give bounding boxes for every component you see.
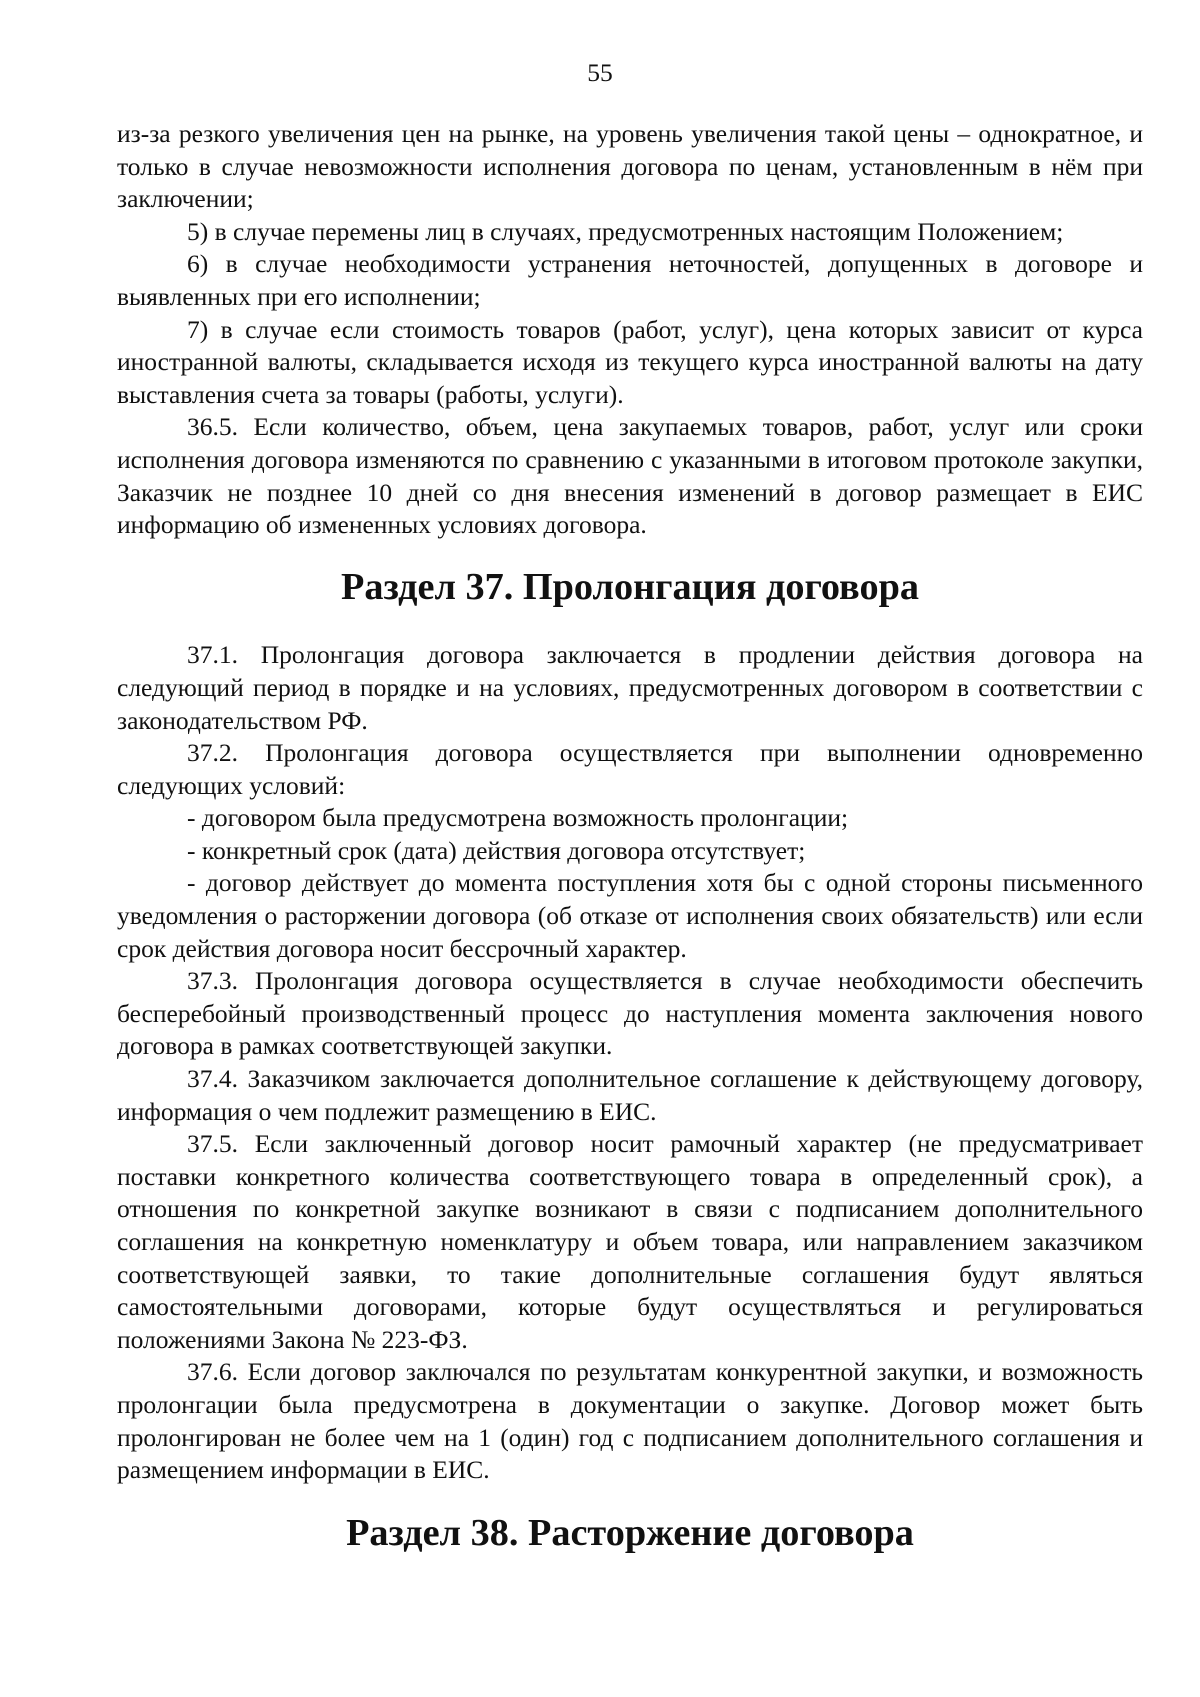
- list-item-condition-2: - конкретный срок (дата) действия договора отсутствует;: [187, 835, 806, 865]
- paragraph-37-5: 37.5. Если заключенный договор носит рамочный характер (не предусматривает поставки конкретного количества соответствующего товара в определенный срок), а отношения по конкретной закупке возникают в связи с подписанием дополнительного соглашения на конкретную номенклатуру и объем товара, или направлением заказчиком соответствующей заявки, то такие дополнительные соглашения будут являться самостоятельными договорами, которые будут осуществляться и регулироваться положениями Закона № 223-ФЗ.: [117, 1129, 1143, 1354]
- list-item-condition-3: - договор действует до момента поступления хотя бы с одной стороны письменного уведомления о расторжении договора (об отказе от исполнения своих обязательств) или если срок действия договора носит бессрочный характер.: [117, 868, 1143, 963]
- paragraph-37-2: 37.2. Пролонгация договора осуществляется при выполнении одновременно следующих условий:: [117, 738, 1143, 800]
- paragraph-36-5: 36.5. Если количество, объем, цена закупаемых товаров, работ, услуг или сроки исполнения договора изменяются по сравнению с указанными в итоговом протоколе закупки, Заказчик не позднее 10 дней со дня внесения изменений в договор размещает в ЕИС информацию об измененных условиях договора.: [117, 412, 1143, 540]
- paragraph-item-5: 5) в случае перемены лиц в случаях, предусмотренных настоящим Положением;: [187, 216, 1064, 246]
- page-number: 55: [587, 58, 613, 87]
- paragraph-item-6: 6) в случае необходимости устранения неточностей, допущенных в договоре и выявленных при его исполнении;: [117, 249, 1143, 311]
- page-content: [117, 118, 1143, 1554]
- list-item-condition-1: - договором была предусмотрена возможность пролонгации;: [187, 803, 849, 833]
- paragraph-37-6: 37.6. Если договор заключался по результатам конкурентной закупки, и возможность пролонгации была предусмотрена в документации о закупке. Договор может быть пролонгирован не более чем на 1 (один) год с подписанием дополнительного соглашения и размещением информации в ЕИС.: [117, 1357, 1143, 1485]
- section-37-heading: Раздел 37. Пролонгация договора: [341, 565, 919, 608]
- paragraph-item-7: 7) в случае если стоимость товаров (работ, услуг), цена которых зависит от курса иностранной валюты, складывается исходя из текущего курса иностранной валюты на дату выставления счета за товары (работы, услуги).: [117, 314, 1143, 409]
- section-38-heading: Раздел 38. Расторжение договора: [346, 1511, 914, 1554]
- paragraph-37-3: 37.3. Пролонгация договора осуществляется в случае необходимости обеспечить бесперебойный производственный процесс до наступления момента заключения нового договора в рамках соответствующей закупки.: [117, 966, 1143, 1061]
- paragraph-continuation: из-за резкого увеличения цен на рынке, на уровень увеличения такой цены – однократное, и только в случае невозможности исполнения договора по ценам, установленным в нём при заключении;: [117, 119, 1143, 214]
- paragraph-37-1: 37.1. Пролонгация договора заключается в продлении действия договора на следующий период в порядке и на условиях, предусмотренных договором в соответствии с законодательством РФ.: [117, 640, 1143, 735]
- paragraph-37-4: 37.4. Заказчиком заключается дополнительное соглашение к действующему договору, информация о чем подлежит размещению в ЕИС.: [117, 1064, 1143, 1126]
